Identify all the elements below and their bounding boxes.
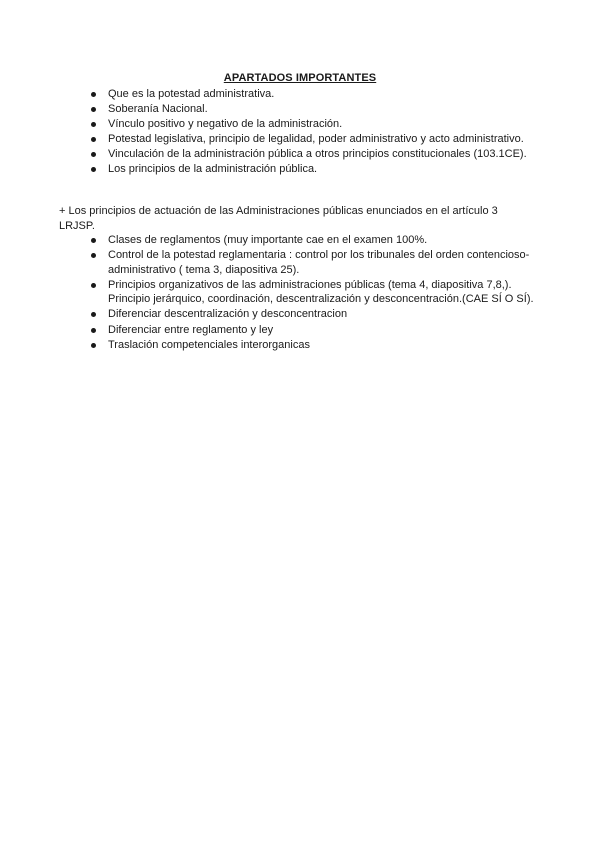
list-item-text: Diferenciar descentralización y desconcentracion <box>108 308 348 321</box>
list-item-text: Soberanía Nacional. <box>108 103 208 116</box>
document-title: APARTADOS IMPORTANTES <box>223 72 377 84</box>
bullet-icon <box>91 152 96 157</box>
bullet-icon <box>91 253 96 258</box>
list-item <box>59 307 539 322</box>
bullet-icon <box>91 167 96 172</box>
list-item-text: Los principios de la administración pública. <box>108 163 318 176</box>
list-item <box>59 323 539 338</box>
bullet-icon <box>91 92 96 97</box>
list-item <box>59 147 539 162</box>
list-item-text: Vínculo positivo y negativo de la administración. <box>108 118 343 131</box>
list-item <box>59 338 539 353</box>
list-item-text: Que es la potestad administrativa. <box>108 88 275 100</box>
bullet-icon <box>91 137 96 142</box>
bullet-icon <box>91 328 96 333</box>
list-item <box>59 117 539 132</box>
list-item-text: Traslación competenciales interorganicas <box>108 338 310 351</box>
bullet-icon <box>91 238 96 243</box>
list-item-text: Control de la potestad reglamentaria : control por los tribunales del orden contencioso- administrativo ( tema 3, diapositiva 25). <box>108 249 530 276</box>
list-item <box>59 248 539 277</box>
bullet-icon <box>91 283 96 288</box>
important-sections-list <box>59 87 539 178</box>
list-item <box>59 132 539 147</box>
list-item-text: Clases de reglamentos (muy importante cae en el examen 100%. <box>108 234 428 246</box>
list-item-text: Principios organizativos de las administraciones públicas (tema 4, diapositiva 7,8,). Principio jerárquico, coordinación, descentralización y desconcentración.(CAE SÍ O SÍ). <box>108 278 534 306</box>
list-item-text: Potestad legislativa, principio de legalidad, poder administrativo y acto administrativo. <box>108 133 524 146</box>
list-item <box>59 87 539 102</box>
list-item <box>59 102 539 117</box>
bullet-icon <box>91 107 96 112</box>
additional-sections-list <box>59 233 539 353</box>
bullet-icon <box>91 343 96 348</box>
list-item <box>59 278 539 307</box>
bullet-icon <box>91 312 96 317</box>
list-item <box>59 162 539 177</box>
list-item <box>59 233 539 248</box>
list-item-text: Vinculación de la administración pública a otros principios constitucionales (103.1CE). <box>108 148 527 161</box>
note-paragraph: + Los principios de actuación de las Administraciones públicas enunciados en el artículo 3 LRJSP. <box>59 205 498 232</box>
list-item-text: Diferenciar entre reglamento y ley <box>108 323 274 336</box>
bullet-icon <box>91 122 96 127</box>
